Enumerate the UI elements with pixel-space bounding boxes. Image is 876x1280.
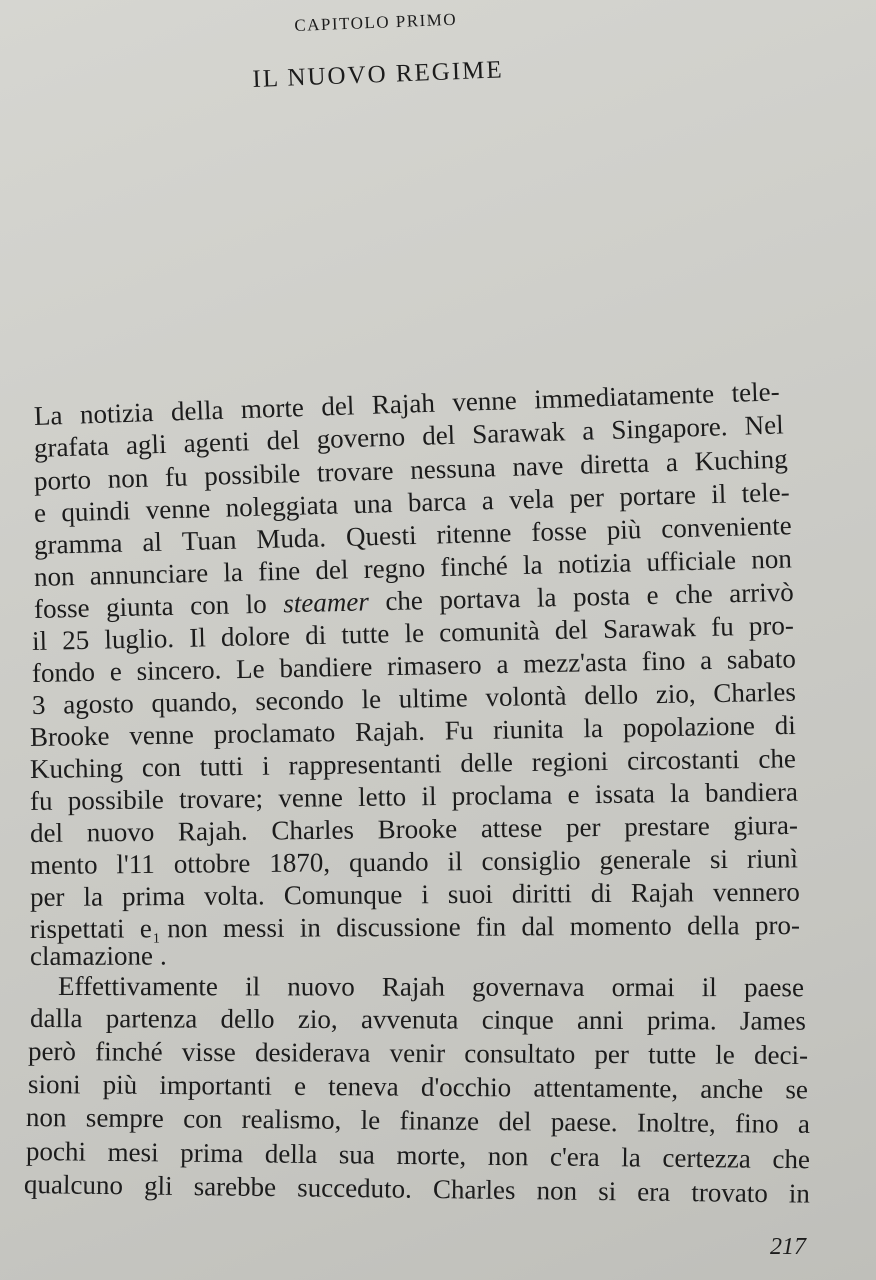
word: del: [554, 614, 589, 646]
word: secondo: [255, 684, 345, 717]
word: Brooke: [377, 813, 458, 845]
word: discussione: [336, 911, 461, 943]
word: si: [709, 843, 729, 875]
word: sioni: [27, 1069, 81, 1100]
word: popolazione: [622, 710, 756, 743]
word: prima: [180, 1137, 244, 1169]
word: non: [25, 1102, 67, 1133]
word: dalla: [29, 1003, 83, 1034]
word: ormai: [611, 971, 675, 1003]
word: nave: [511, 450, 564, 482]
word: che: [758, 743, 797, 774]
text-line: [30, 876, 800, 913]
word: quando,: [151, 686, 238, 718]
word: del: [266, 424, 301, 456]
word: per: [569, 482, 605, 514]
word: fine: [257, 555, 301, 587]
word: desiderava: [254, 1037, 371, 1068]
word: del: [320, 390, 355, 422]
word: conveniente: [660, 510, 793, 544]
word: proclamato: [213, 717, 336, 750]
word: il: [710, 478, 727, 510]
word: la: [536, 582, 557, 613]
text-line: [24, 1168, 810, 1210]
word: anni: [577, 1004, 624, 1036]
word: di: [774, 709, 797, 741]
word: volontà: [485, 680, 567, 713]
word: con: [183, 1103, 223, 1134]
word: portare: [618, 479, 697, 512]
word: momento: [569, 910, 672, 942]
word: Charles: [271, 814, 355, 846]
word: governo: [316, 421, 406, 455]
word: del: [498, 1106, 532, 1137]
word: attentamente,: [533, 1072, 679, 1104]
word: a: [581, 415, 595, 446]
word: al: [142, 526, 163, 558]
word: giura-: [733, 809, 799, 841]
word: grafata: [33, 430, 110, 463]
word: fosse: [33, 592, 90, 624]
word: agenti: [183, 426, 250, 459]
word: fino: [641, 645, 686, 677]
word: pro-: [748, 610, 795, 641]
word: del: [29, 817, 64, 848]
word: 25: [61, 624, 90, 656]
word: generale: [599, 844, 692, 876]
word: il: [447, 846, 463, 877]
word: rimasero: [386, 649, 482, 682]
word: del: [421, 419, 456, 451]
word: lo: [245, 588, 268, 620]
word: finché: [95, 1036, 163, 1067]
word: agosto: [62, 688, 134, 720]
word: mento: [29, 849, 98, 880]
word: venne: [451, 384, 518, 418]
word: Effettivamente: [57, 971, 218, 1002]
word: prestare: [624, 810, 710, 842]
text-line: [58, 970, 804, 1003]
word: la: [669, 777, 690, 809]
word: dolore: [220, 620, 291, 653]
word: fin: [475, 911, 507, 942]
word: a: [481, 485, 495, 516]
word: finanze: [399, 1105, 480, 1136]
word: dal: [521, 911, 555, 942]
word: con: [141, 751, 182, 783]
word: qualcuno: [23, 1169, 124, 1201]
word: mezz'asta: [522, 646, 628, 679]
word: riunita: [492, 713, 564, 745]
word: proclama: [451, 779, 553, 811]
word: tutte: [341, 618, 390, 650]
word: non: [33, 561, 75, 592]
word: la: [522, 549, 543, 581]
word: Singapore.: [610, 411, 728, 445]
word: mesi: [107, 1136, 159, 1168]
word: il: [245, 971, 261, 1002]
word: Charles: [713, 676, 797, 709]
word: più: [102, 1069, 138, 1100]
word: a: [797, 1108, 811, 1139]
word: notizia: [557, 547, 632, 580]
word: comunità: [438, 615, 540, 648]
word: tele-: [731, 376, 781, 408]
word: per: [594, 1038, 630, 1070]
word: delle: [460, 747, 514, 778]
word: sabato: [726, 643, 797, 675]
word: prima: [121, 880, 186, 912]
word: 3: [31, 689, 46, 720]
word: Rajah: [630, 877, 694, 908]
word: dello: [583, 679, 639, 711]
word: Charles: [432, 1173, 516, 1206]
word: zio,: [297, 1003, 338, 1035]
word: venne: [129, 719, 195, 751]
word: morte: [240, 392, 305, 425]
word: agli: [125, 428, 167, 461]
word: fosse: [530, 515, 588, 547]
word: Fu: [444, 715, 474, 746]
word: della: [687, 910, 740, 941]
word: la: [621, 1142, 642, 1173]
word: Comunque: [283, 879, 403, 911]
word: barca: [407, 485, 467, 518]
text-line: [26, 1101, 810, 1140]
word: non: [750, 543, 793, 575]
word: fu: [710, 611, 734, 642]
word: quindi: [60, 495, 131, 528]
word: per: [565, 812, 601, 843]
word: e: [293, 1070, 307, 1101]
word: luglio.: [104, 623, 175, 655]
word: posta: [572, 580, 631, 612]
word: regioni: [531, 745, 609, 777]
word: portava: [439, 582, 521, 615]
word: possibile: [67, 784, 165, 816]
word: venne: [278, 782, 344, 813]
word: gli: [143, 1170, 173, 1201]
word: non: [487, 1140, 529, 1172]
word: a: [665, 446, 679, 478]
word: nessuna: [409, 452, 497, 485]
word: una: [353, 487, 393, 520]
word: e: [567, 779, 580, 810]
word: visse: [181, 1036, 236, 1068]
word: nuovo: [86, 816, 155, 848]
word: della: [264, 1138, 318, 1170]
word: tele-: [741, 476, 791, 509]
word: quando: [348, 846, 429, 878]
word: letto: [357, 781, 407, 812]
word: la: [83, 881, 104, 912]
word: noleggiata: [225, 489, 339, 523]
word: La: [33, 400, 63, 431]
word: paese.: [550, 1106, 618, 1138]
word: 1870,: [269, 847, 331, 878]
word: non: [107, 462, 149, 494]
word: Kuching: [694, 443, 789, 477]
word: paese: [743, 972, 804, 1003]
word: circostanti: [626, 744, 740, 776]
word: zio,: [655, 678, 696, 710]
word: James: [739, 1005, 807, 1036]
word: Sarawak: [602, 612, 697, 645]
word: realismo,: [241, 1103, 342, 1135]
word: fondo: [31, 656, 96, 688]
word: teneva: [328, 1071, 399, 1102]
word: che: [772, 1143, 811, 1175]
word: la: [223, 556, 244, 588]
word: il: [421, 781, 437, 812]
word: che: [385, 585, 424, 617]
word: non: [536, 1175, 578, 1206]
word: attese: [480, 812, 543, 844]
word: fino: [734, 1108, 779, 1139]
text-line: [30, 842, 798, 881]
word: consultato: [464, 1038, 576, 1069]
word: consiglio: [481, 845, 581, 877]
word: bandiere: [279, 651, 373, 684]
word: riunì: [746, 843, 799, 874]
word: suoi: [447, 878, 493, 910]
word: succeduto.: [297, 1172, 413, 1204]
text-segment: clamazione: [29, 940, 153, 971]
word: prima.: [646, 1005, 717, 1036]
word: rappresentanti: [288, 748, 442, 781]
word: cinque: [481, 1004, 554, 1035]
word: ottobre: [173, 848, 251, 879]
word: fu: [164, 461, 188, 493]
word: ultime: [398, 682, 469, 714]
word: nuovo: [287, 971, 355, 1002]
word: a: [699, 644, 713, 676]
word: Questi: [345, 519, 417, 552]
word: sua: [338, 1139, 376, 1170]
word: possibile: [203, 458, 301, 491]
word: il: [31, 625, 48, 656]
word: rispettati: [29, 913, 125, 944]
word: certezza: [662, 1142, 752, 1174]
word: non: [167, 913, 208, 944]
word: venne: [145, 493, 211, 525]
chapter-title: IL NUOVO REGIME: [252, 56, 505, 93]
word: porto: [33, 464, 92, 496]
word: e: [109, 656, 123, 687]
word: Le: [235, 653, 265, 685]
word: la: [583, 713, 604, 744]
word: se: [785, 1074, 809, 1105]
word: ritenne: [436, 517, 512, 550]
word: sincero.: [136, 654, 222, 686]
word: venir: [389, 1037, 446, 1069]
word: trovato: [691, 1177, 769, 1209]
word: d'occhio: [420, 1071, 512, 1103]
word: notizia: [79, 397, 154, 430]
word: in: [299, 912, 321, 943]
word: governava: [472, 971, 585, 1002]
word: e: [646, 579, 659, 611]
word: i: [261, 750, 270, 781]
word: tutti: [199, 751, 244, 782]
word: anche: [700, 1073, 764, 1105]
word: ufficiale: [646, 544, 737, 578]
word: morte,: [396, 1139, 467, 1171]
word: e: [33, 497, 47, 528]
word: importanti: [159, 1069, 272, 1101]
word: più: [606, 514, 642, 545]
word: issata: [594, 778, 656, 810]
word: pro-: [754, 909, 800, 941]
word: Muda.: [255, 522, 327, 555]
word: Nel: [744, 409, 785, 441]
word: della: [170, 394, 224, 427]
text-line: [28, 1068, 808, 1105]
word: bandiera: [704, 776, 799, 808]
word: e: [139, 913, 152, 944]
word: era: [637, 1176, 671, 1207]
word: le: [404, 617, 425, 649]
word: gramma: [33, 527, 123, 560]
footnote-ref[interactable]: 1: [152, 931, 160, 947]
word: che: [674, 578, 713, 610]
word: le: [715, 1039, 735, 1070]
word: fu: [29, 785, 53, 816]
word: l'11: [116, 848, 155, 880]
word: i: [421, 879, 429, 910]
word: del: [315, 554, 349, 586]
word: il: [701, 972, 717, 1003]
word: Inoltre,: [636, 1107, 716, 1139]
text-line: [28, 1035, 808, 1071]
page-number: 217: [770, 1234, 806, 1260]
word: Rajah.: [177, 815, 248, 847]
word: Rajah: [381, 971, 445, 1002]
word: di: [590, 877, 612, 909]
word: tutte: [648, 1039, 697, 1070]
word: partenza: [105, 1003, 198, 1034]
word: avvenuta: [360, 1004, 459, 1035]
word: volta.: [203, 880, 265, 911]
word: immediatamente: [533, 378, 715, 415]
word: Tuan: [181, 524, 237, 557]
word: vela: [508, 483, 555, 515]
word: regno: [363, 552, 426, 584]
text-line: [30, 1002, 806, 1037]
word: di: [304, 619, 327, 651]
text-line: clamazione 1 .: [29, 931, 167, 971]
word: dello: [220, 1003, 275, 1034]
word: le: [361, 683, 382, 715]
word: le: [360, 1104, 381, 1136]
word: Il: [188, 622, 207, 653]
word: deci-: [753, 1039, 809, 1071]
word: per: [29, 881, 65, 912]
word: a: [496, 648, 509, 680]
word: si: [597, 1176, 617, 1207]
word: messi: [222, 912, 285, 943]
word: pochi: [25, 1136, 87, 1167]
word: giunta: [105, 590, 174, 623]
word: diritti: [511, 878, 572, 909]
word: c'era: [549, 1141, 600, 1173]
word: vennero: [712, 876, 800, 908]
word: Kuching: [29, 752, 124, 784]
word: in: [788, 1178, 811, 1209]
word: finché: [440, 550, 509, 583]
chapter-label: CAPITOLO PRIMO: [294, 9, 458, 35]
word: Rajah.: [354, 715, 426, 747]
word: arrivò: [728, 576, 795, 609]
word: Rajah: [371, 387, 436, 420]
word: sarebbe: [193, 1171, 277, 1203]
word: Sarawak: [471, 416, 566, 450]
word: trovare: [316, 455, 394, 488]
word: sempre: [85, 1102, 164, 1134]
word: Brooke: [29, 720, 110, 752]
word: annunciare: [89, 557, 209, 591]
word: trovare;: [178, 783, 264, 815]
word: con: [189, 589, 230, 621]
word: però: [27, 1036, 77, 1067]
word: diretta: [579, 447, 650, 480]
word: steamer: [282, 586, 370, 619]
